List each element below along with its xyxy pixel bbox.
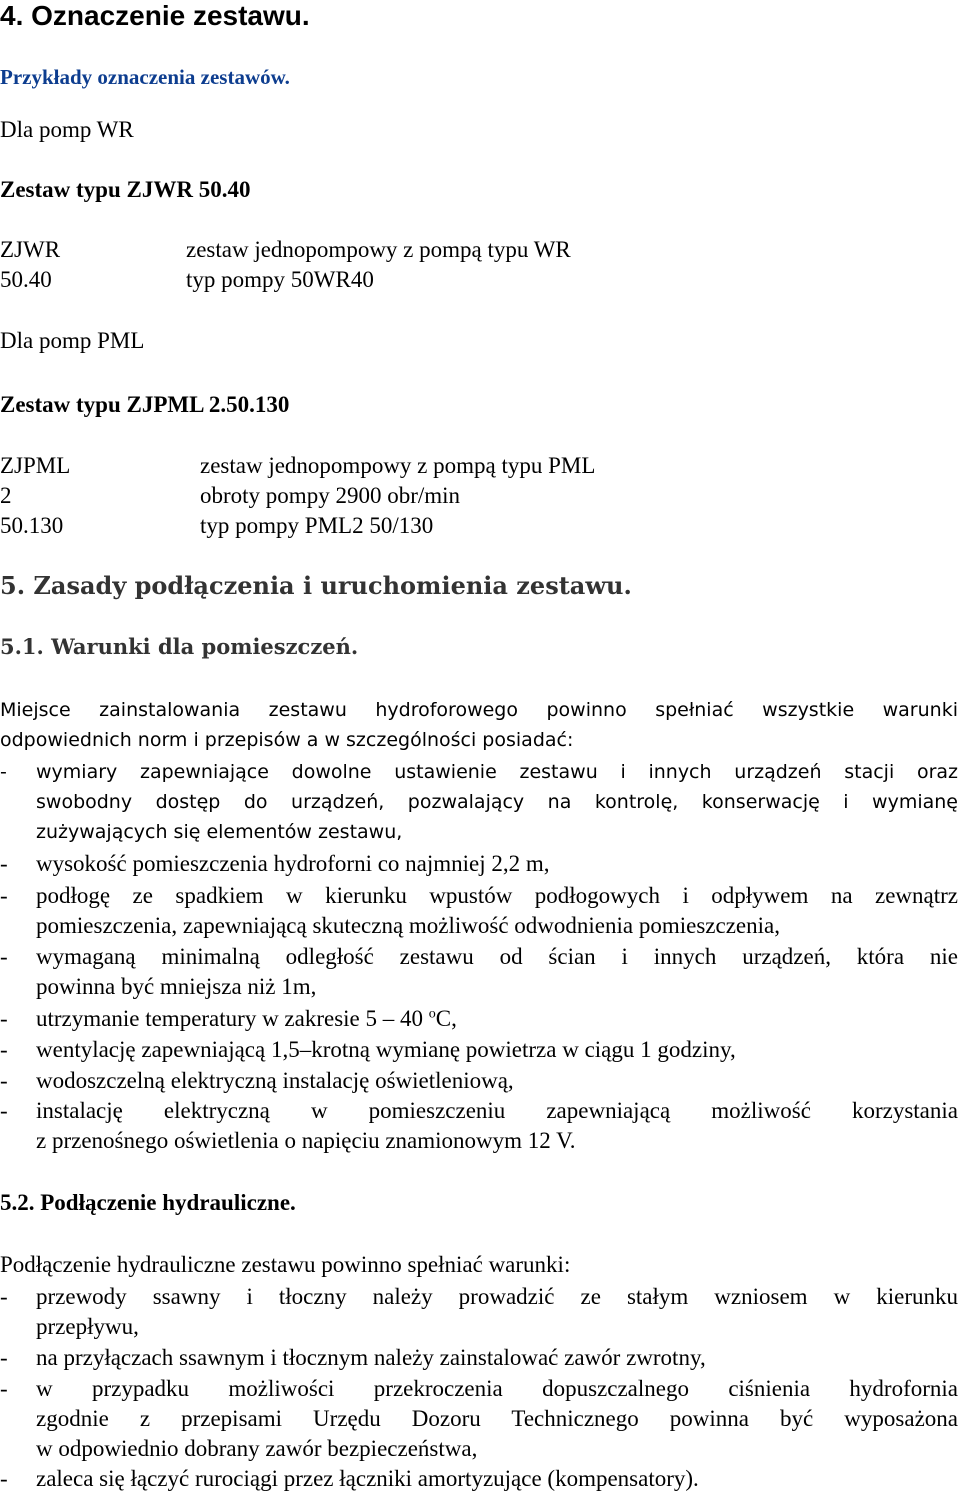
s51-list-item (0, 1096, 960, 1156)
section-5-title: 5. Zasady podłączenia i uruchomienia zestawu. (0, 571, 632, 600)
s51-list-item (0, 1066, 960, 1096)
list-item-line: w odpowiednio dobrany zawór bezpieczeństwa, (36, 1436, 478, 1461)
wr-desc-2: typ pompy 50WR40 (186, 267, 374, 292)
s52-list-item (0, 1343, 960, 1373)
list-item-line: wysokość pomieszczenia hydroforni co najmniej 2,2 m, (36, 851, 550, 876)
pml-desc-1: zestaw jednopompowy z pompą typu PML (200, 453, 596, 478)
pml-code-1: ZJPML (0, 453, 71, 478)
list-dash: - (0, 1345, 8, 1370)
section-4-subtitle: Przykłady oznaczenia zestawów. (0, 65, 290, 89)
list-item-line: zużywających się elementów zestawu, (36, 821, 403, 843)
s51-list-item (0, 1004, 960, 1034)
list-dash: - (0, 1466, 8, 1491)
list-item-line: przewody ssawny i tłoczny należy prowadzić ze stałym wzniosem w kierunku (36, 1284, 958, 1309)
list-item-line: wodoszczelną elektryczną instalację oświetleniową, (36, 1068, 514, 1093)
wr-type-heading: Zestaw typu ZJWR 50.40 (0, 177, 251, 202)
list-item-line: powinna być mniejsza niż 1m, (36, 974, 317, 999)
temperature-text: utrzymanie temperatury w zakresie 5 – 40 (36, 1006, 429, 1031)
list-item-line: instalację elektryczną w pomieszczeniu zapewniającą możliwość korzystania (36, 1098, 958, 1123)
list-dash: - (0, 883, 8, 908)
s51-list-item (0, 757, 960, 847)
list-dash: - (0, 1006, 8, 1031)
pml-code-2: 2 (0, 483, 12, 508)
list-dash: - (0, 944, 8, 969)
s52-list-item (0, 1282, 960, 1342)
section-5-1-title: 5.1. Warunki dla pomieszczeń. (0, 634, 359, 659)
s51-list-item (0, 849, 960, 879)
list-item-line: w przypadku możliwości przekroczenia dopuszczalnego ciśnienia hydrofornia (36, 1376, 958, 1401)
list-item-line: przepływu, (36, 1314, 139, 1339)
list-dash: - (0, 1098, 8, 1123)
list-item-line: pomieszczenia, zapewniającą skuteczną możliwość odwodnienia pomieszczenia, (36, 913, 780, 938)
list-dash: - (0, 1284, 8, 1309)
s51-list-item (0, 942, 960, 1002)
wr-code-1: ZJWR (0, 237, 61, 262)
pml-desc-2: obroty pompy 2900 obr/min (200, 483, 461, 508)
list-item-line: swobodny dostęp do urządzeń, pozwalający na kontrolę, konserwację i wymianę (36, 791, 958, 813)
list-item-line: zaleca się łączyć rurociągi przez łączniki amortyzujące (kompensatory). (36, 1466, 699, 1491)
pml-type-heading: Zestaw typu ZJPML 2.50.130 (0, 392, 290, 417)
list-dash: - (0, 1037, 8, 1062)
list-item-line: z przenośnego oświetlenia o napięciu znamionowym 12 V. (36, 1128, 576, 1153)
s51-intro-line-2: odpowiednich norm i przepisów a w szczególności posiadać: (0, 729, 574, 751)
s52-list-item (0, 1374, 960, 1464)
list-dash: - (0, 1376, 8, 1401)
section-5-2-title: 5.2. Podłączenie hydrauliczne. (0, 1190, 296, 1215)
pml-heading: Dla pomp PML (0, 328, 145, 353)
degree-sign: o (428, 1006, 436, 1022)
s52-list-item (0, 1464, 960, 1494)
pml-desc-3: typ pompy PML2 50/130 (200, 513, 434, 538)
list-item-line: zgodnie z przepisami Urzędu Dozoru Technicznego powinna być wyposażona (36, 1406, 958, 1431)
list-dash: - (0, 761, 7, 783)
section-4-title: 4. Oznaczenie zestawu. (0, 0, 310, 31)
s51-intro-line-1: Miejsce zainstalowania zestawu hydroforowego powinno spełniać wszystkie warunki (0, 699, 958, 721)
list-dash: - (0, 851, 8, 876)
list-item-line: na przyłączach ssawnym i tłocznym należy zainstalować zawór zwrotny, (36, 1345, 706, 1370)
s52-intro: Podłączenie hydrauliczne zestawu powinno spełniać warunki: (0, 1252, 571, 1277)
pml-code-3: 50.130 (0, 513, 64, 538)
list-item-line: wymaganą minimalną odległość zestawu od ścian i innych urządzeń, która nie (36, 944, 958, 969)
list-item-line: wymiary zapewniające dowolne ustawienie zestawu i innych urządzeń stacji oraz (36, 761, 958, 783)
list-item-line: podłogę ze spadkiem w kierunku wpustów podłogowych i odpływem na zewnątrz (36, 883, 958, 908)
wr-desc-1: zestaw jednopompowy z pompą typu WR (186, 237, 571, 262)
wr-heading: Dla pomp WR (0, 117, 134, 142)
list-item-line: wentylację zapewniającą 1,5–krotną wymianę powietrza w ciągu 1 godziny, (36, 1037, 736, 1062)
list-dash: - (0, 1068, 8, 1093)
temperature-unit: C, (435, 1006, 457, 1031)
wr-code-2: 50.40 (0, 267, 52, 292)
s51-list-item (0, 881, 960, 941)
list-item-line (36, 1004, 958, 1034)
s51-list-item (0, 1035, 960, 1065)
